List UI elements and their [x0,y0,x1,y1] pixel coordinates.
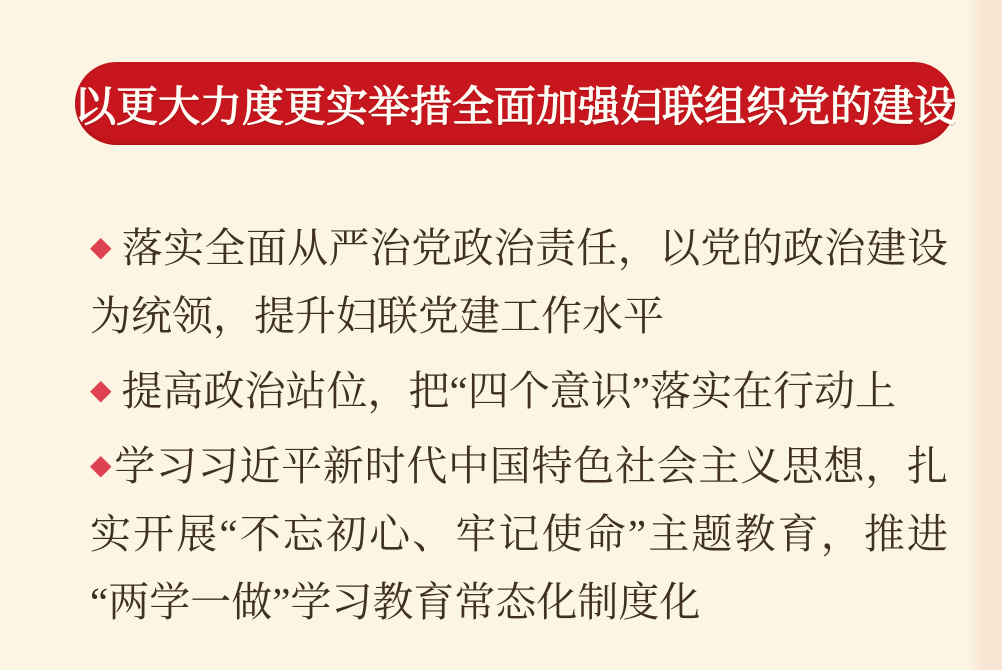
diamond-bullet-icon: ◆ [90,450,112,481]
bullet-item [90,357,948,425]
bullet-text: 落实全面从严治党政治责任，以党的政治建设为统领，提升妇联党建工作水平 [90,225,948,339]
bullet-list [90,214,948,643]
diamond-bullet-icon: ◆ [90,375,112,406]
bullet-text: 提高政治站位，把“四个意识”落实在行动上 [121,368,896,414]
page-title: 以更大力度更实举措全面加强妇联组织党的建设 [74,84,957,131]
right-edge-shading [968,0,1002,670]
bullet-item [90,432,948,636]
bullet-item [90,214,948,350]
bullet-text: 学习习近平新时代中国特色社会主义思想，扎实开展“不忘初心、牢记使命”主题教育，推进“两学一做”学习教育常态化制度化 [90,443,948,625]
diamond-bullet-icon: ◆ [90,232,112,263]
title-banner [75,62,955,145]
